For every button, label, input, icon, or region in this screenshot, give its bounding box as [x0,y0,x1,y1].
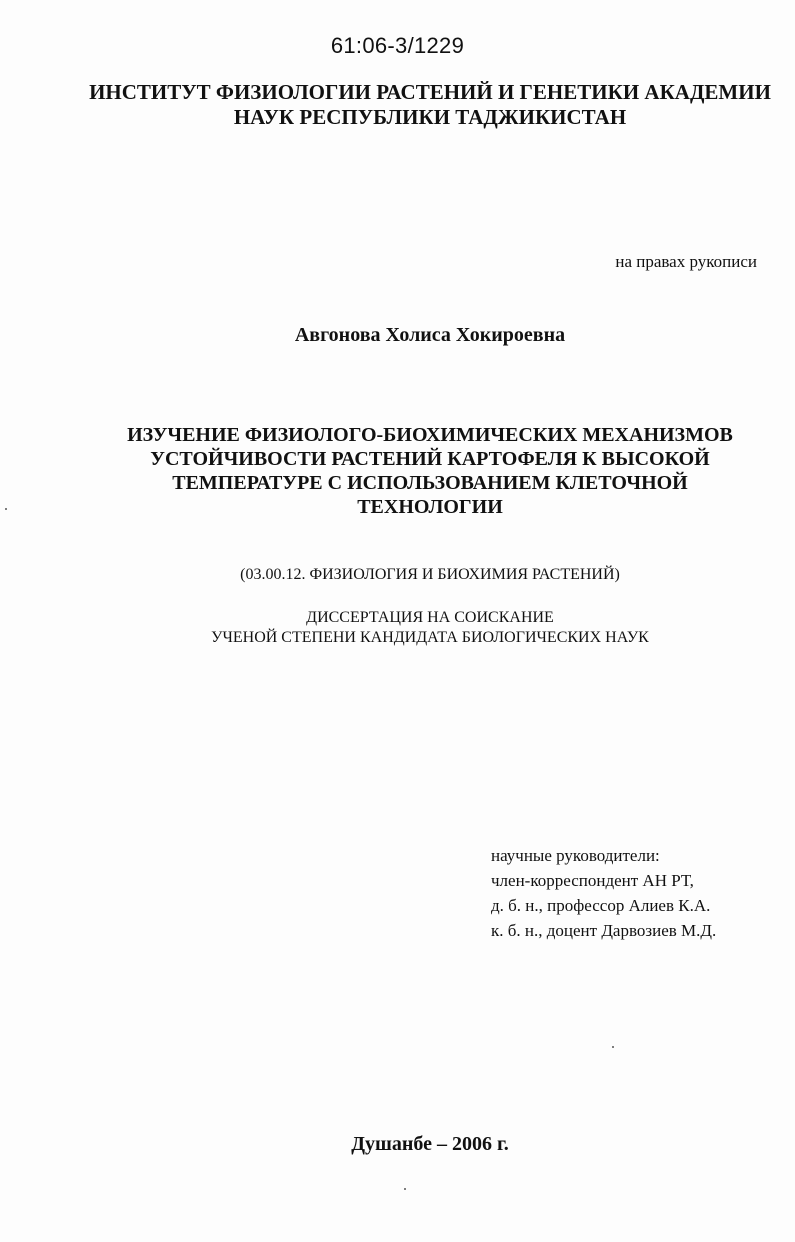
author-name: Авгонова Холиса Хокироевна [294,324,566,346]
supervisors-line: к. б. н., доцент Дарвозиев М.Д. [491,921,717,940]
title-line: ТЕМПЕРАТУРЕ С ИСПОЛЬЗОВАНИЕМ КЛЕТОЧНОЙ [172,472,688,494]
degree-line: УЧЕНОЙ СТЕПЕНИ КАНДИДАТА БИОЛОГИЧЕСКИХ НАУК [211,629,649,646]
degree-line: ДИССЕРТАЦИЯ НА СОИСКАНИЕ [306,609,554,626]
supervisors-block [491,843,716,943]
supervisors-line: член-корреспондент АН РТ, [491,871,694,890]
institute-line: НАУК РЕСПУБЛИКИ ТАДЖИКИСТАН [233,105,627,129]
title-line: ТЕХНОЛОГИИ [357,496,503,518]
degree-statement [60,608,795,648]
supervisors-line: научные руководители: [491,846,660,865]
city-year: Душанбе – 2006 г. [351,1133,509,1155]
title-line: ИЗУЧЕНИЕ ФИЗИОЛОГО-БИОХИМИЧЕСКИХ МЕХАНИЗМОВ [127,424,733,446]
supervisors-line: д. б. н., профессор Алиев К.А. [491,896,711,915]
scan-speck [5,508,7,510]
title-line: УСТОЙЧИВОСТИ РАСТЕНИЙ КАРТОФЕЛЯ К ВЫСОКОЙ [150,448,710,470]
dissertation-title [60,423,795,519]
manuscript-rights-note: на правах рукописи [615,252,757,271]
scan-speck [612,1046,614,1048]
institute-name [60,80,795,130]
catalog-code: 61:06-3/1229 [330,33,465,58]
scan-speck [404,1188,406,1190]
specialty-code: (03.00.12. ФИЗИОЛОГИЯ И БИОХИМИЯ РАСТЕНИЙ) [240,566,620,583]
institute-line: ИНСТИТУТ ФИЗИОЛОГИИ РАСТЕНИЙ И ГЕНЕТИКИ АКАДЕМИИ [89,80,771,104]
